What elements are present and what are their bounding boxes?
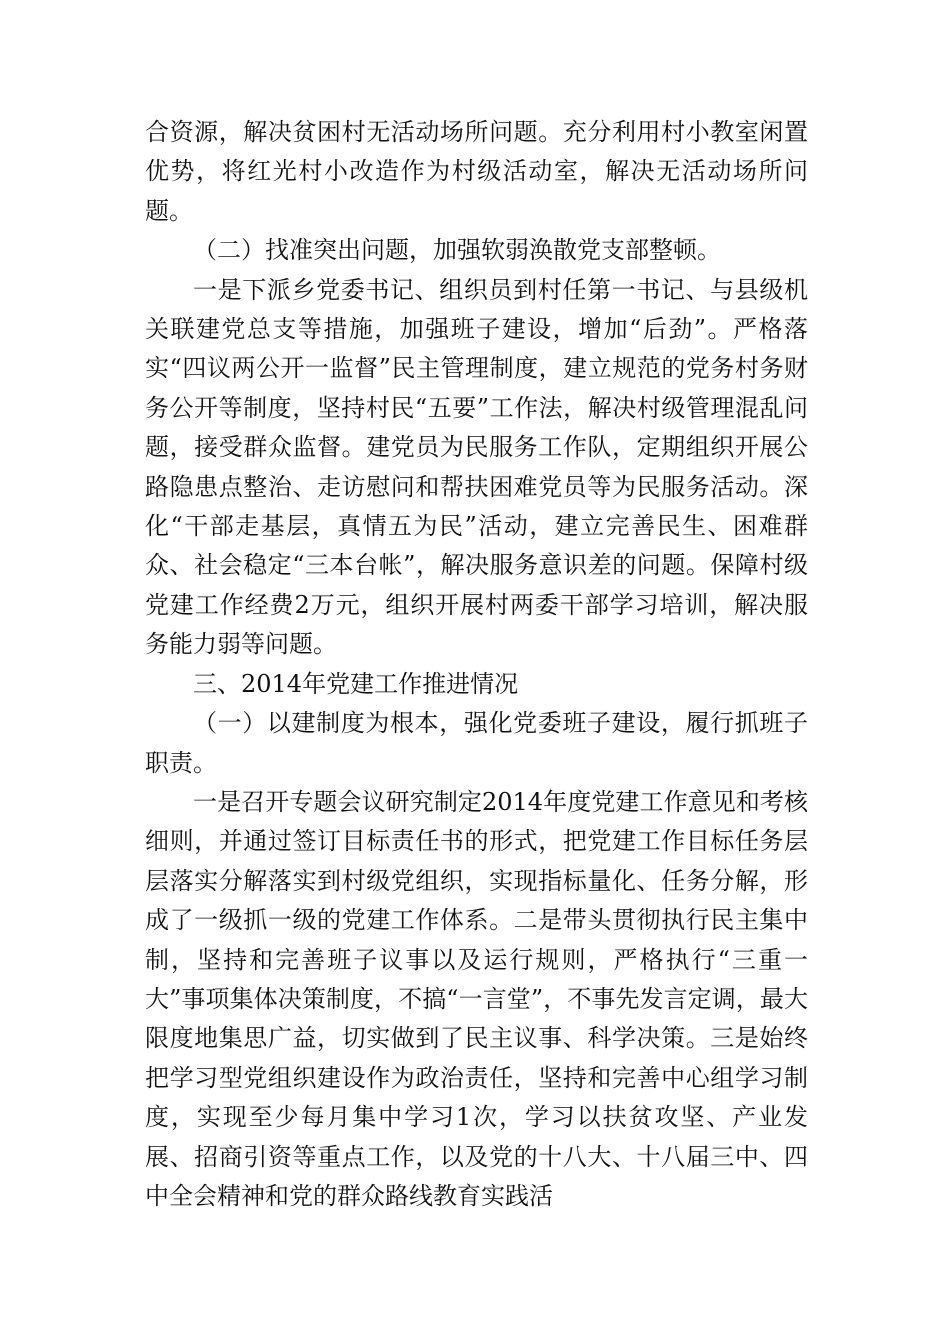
- paragraph: 一是下派乡党委书记、组织员到村任第一书记、与县级机关联建党总支等措施，加强班子建设，增加“后劲”。严格落实“四议两公开一监督”民主管理制度，建立规范的党务村务财务公开等制度，坚持村民“五要”工作法，解决村级管理混乱问题，接受群众监督。建党员为民服务工作队，定期组织开展公路隐患点整治、走访慰问和帮扶困难党员等为民服务活动。深化“干部走基层，真情五为民”活动，建立完善民生、困难群众、社会稳定“三本台帐”，解决服务意识差的问题。保障村级党建工作经费2万元，组织开展村两委干部学习培训，解决服务能力弱等问题。: [145, 275, 808, 659]
- subheading-1: （一）以建制度为根本，强化党委班子建设，履行抓班子职责。: [145, 709, 808, 777]
- subheading-2: （二）找准突出问题，加强软弱涣散党支部整顿。: [193, 236, 721, 265]
- paragraph: 一是召开专题会议研究制定2014年度党建工作意见和考核细则，并通过签订目标责任书的形式，把党建工作目标任务层层落实分解落实到村级党组织，实现指标量化、任务分解，形成了一级抓一级的党建工作体系。二是带头贯彻执行民主集中制，坚持和完善班子议事以及运行规则，严格执行“三重一大”事项集体决策制度，不搞“一言堂”，不事先发言定调，最大限度地集思广益，切实做到了民主议事、科学决策。三是始终把学习型党组织建设作为政治责任，坚持和完善中心组学习制度，实现至少每月集中学习1次，学习以扶贫攻坚、产业发展、招商引资等重点工作，以及党的十八大、十八届三中、四中全会精神和党的群众路线教育实践活: [145, 787, 808, 1210]
- paragraph-continued: 合资源，解决贫困村无活动场所问题。充分利用村小教室闲置优势，将红光村小改造作为村级活动室，解决无活动场所问题。: [145, 118, 808, 225]
- document-body: [145, 113, 808, 1216]
- section-heading-3: 三、2014年党建工作推进情况: [193, 669, 519, 698]
